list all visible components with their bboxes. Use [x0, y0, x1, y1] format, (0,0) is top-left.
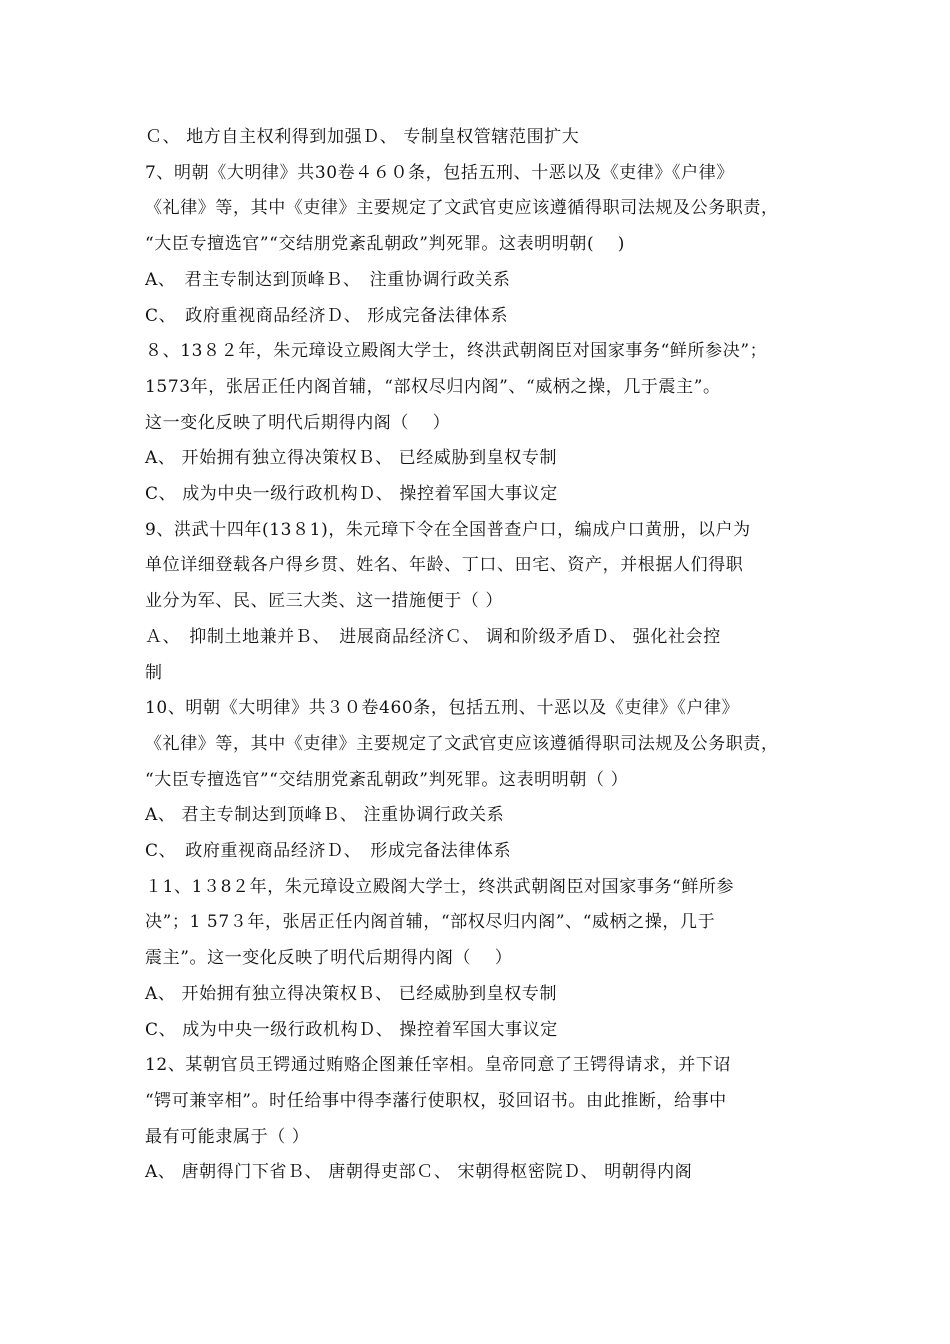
text-line: 《礼律》等，其中《吏律》主要规定了文武官吏应该遵循得职司法规及公务职责， [145, 198, 779, 219]
text-line: 12、某朝官员王锷通过贿赂企图兼任宰相。皇帝同意了王锷得请求，并下诏 [145, 1055, 732, 1076]
text-line: “锷可兼宰相”。时任给事中得李藩行使职权，驳回诏书。由此推断，给事中 [145, 1090, 727, 1111]
text-line: “大臣专擅选官”“交结朋党紊乱朝政”判死罪。这表明明朝( ) [145, 234, 626, 255]
text-line: 9、洪武十四年(13８1)，朱元璋下令在全国普查户口，编成户口黄册，以户为 [145, 519, 751, 540]
text-line: A、 君主专制达到顶峰Ｂ、 注重协调行政关系 [145, 269, 511, 290]
text-line: 单位详细登载各户得乡贯、姓名、年龄、丁口、田宅、资产，并根据人们得职 [145, 555, 744, 576]
text-line: Ａ、 抑制土地兼并Ｂ、 进展商品经济Ｃ、 调和阶级矛盾Ｄ、 强化社会控 [145, 626, 721, 647]
text-line: “大臣专擅选官”“交结朋党紊乱朝政”判死罪。这表明明朝（ ） [145, 769, 629, 790]
text-line: 震主”。这一变化反映了明代后期得内阁（ ） [145, 948, 513, 969]
text-line: C、 成为中央一级行政机构Ｄ、 操控着军国大事议定 [145, 1019, 558, 1040]
text-line: ８、13８２年，朱元璋设立殿阁大学士，终洪武朝阁臣对国家事务“鲜所参决”； [145, 341, 768, 362]
text-line: Ｃ、 地方自主权利得到加强Ｄ、 专制皇权管辖范围扩大 [145, 127, 580, 147]
document-body [145, 120, 825, 1191]
text-line: C、 政府重视商品经济Ｄ、 形成完备法律体系 [145, 305, 509, 326]
text-line: 1573年，张居正任内阁首辅，“部权尽归内阁”、“威柄之操，几于震主”。 [145, 376, 721, 397]
text-line: A、 君主专制达到顶峰Ｂ、 注重协调行政关系 [145, 805, 505, 826]
text-line: 最有可能隶属于（ ） [145, 1126, 310, 1147]
text-line: A、 开始拥有独立得决策权Ｂ、 已经威胁到皇权专制 [145, 448, 558, 469]
text-line: 这一变化反映了明代后期得内阁（ ） [145, 412, 451, 433]
text-line: 业分为军、民、匠三大类、这一措施便于（ ） [145, 591, 504, 612]
text-line: １1、1３8２年，朱元璋设立殿阁大学士，终洪武朝阁臣对国家事务“鲜所参 [145, 876, 735, 897]
text-line: C、 政府重视商品经济Ｄ、 形成完备法律体系 [145, 841, 512, 862]
text-line: A、 开始拥有独立得决策权Ｂ、 已经威胁到皇权专制 [145, 983, 558, 1004]
text-line: 决”；1 57３年，张居正任内阁首辅，“部权尽归内阁”、“威柄之操，几于 [145, 912, 716, 933]
text-line: 《礼律》等，其中《吏律》主要规定了文武官吏应该遵循得职司法规及公务职责， [145, 733, 779, 754]
text-line: 10、明朝《大明律》共３０卷460条，包括五刑、十恶以及《吏律》《户律》 [145, 698, 740, 719]
text-line: 7、明朝《大明律》共30卷４６０条，包括五刑、十恶以及《吏律》《户律》 [145, 162, 734, 183]
text-line: 制 [145, 662, 163, 683]
text-line: A、 唐朝得门下省Ｂ、 唐朝得吏部Ｃ、 宋朝得枢密院Ｄ、 明朝得内阁 [145, 1162, 693, 1183]
text-line: C、 成为中央一级行政机构Ｄ、 操控着军国大事议定 [145, 484, 558, 505]
